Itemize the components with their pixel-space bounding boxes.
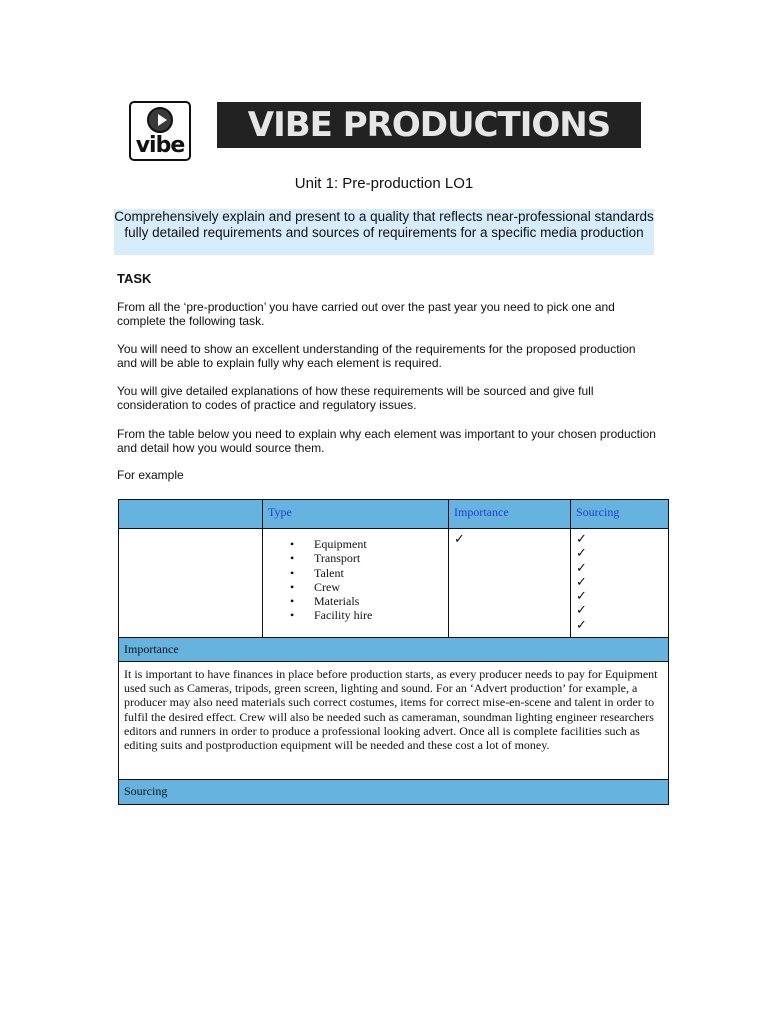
list-item: • Facility hire [314,608,443,622]
list-item: • Talent [314,566,443,580]
list-item: • Materials [314,594,443,608]
blank-cell [119,529,263,637]
task-paragraph-3: You will give detailed explanations of how these requirements will be sourced and give full consideration to codes of practice and regulatory issues. [117,384,594,412]
header-cell-sourcing: Sourcing [576,505,620,519]
logo-text: vibe [135,133,185,158]
learning-objective: Comprehensively explain and present to a quality that reflects near-professional standards fully detailed requirements and sources of requirements for a specific media production [114,209,654,255]
table-row [119,529,668,638]
banner [217,102,641,148]
check-icon: ✓ [576,589,587,605]
check-icon: ✓ [576,546,587,562]
importance-cell [449,529,571,637]
task-paragraph-2: You will need to show an excellent understanding of the requirements for the proposed production and will be able to explain fully why each element is required. [117,342,636,370]
requirements-table [118,499,669,805]
list-item: • Crew [314,580,443,594]
type-list [268,537,443,623]
header-cell-type: Type [263,500,449,528]
importance-section-header: Importance [119,638,668,662]
sourcing-section-header: Sourcing [119,780,668,804]
check-icon: ✓ [576,574,587,590]
sourcing-cell [571,529,668,637]
table-header-row [119,500,668,529]
header-cell-importance: Importance [449,500,571,528]
list-item: • Equipment [314,537,443,551]
check-icon: ✓ [576,617,587,633]
list-item: • Transport [314,551,443,565]
type-cell [263,529,449,637]
check-icon: ✓ [576,560,587,576]
task-paragraph-4: From the table below you need to explain why each element was important to your chosen production and detail how you would source them. [117,427,656,455]
play-icon [147,107,173,133]
task-heading: TASK [117,271,152,286]
header-cell-blank [119,500,263,528]
check-icon: ✓ [576,532,587,547]
page-title: Unit 1: Pre-production LO1 [294,175,474,192]
vibe-logo [129,101,191,161]
banner-text: VIBE PRODUCTIONS [247,105,611,145]
importance-text: It is important to have finances in place before production starts, as every producer needs to pay for Equipment used such as Cameras, tripods, green screen, lighting and sound. For an ‘Advert production’ for example, a producer may also need materials such correct costumes, items for correct mise-en-scene and talent in order to fulfil the desired effect. Crew will also be needed such as cameraman, soundman lighting engineer researchers editors and runners in order to produce a professional looking advert. Once all is complete facilities such as editing suits and postproduction equipment will be needed and these cost a lot of money. [119,662,668,780]
check-icon: ✓ [576,603,587,619]
for-example: For example [117,468,184,482]
check-icon: ✓ [454,532,465,547]
task-paragraph-1: From all the ‘pre-production’ you have carried out over the past year you need to pick one and complete the following task. [117,300,615,328]
